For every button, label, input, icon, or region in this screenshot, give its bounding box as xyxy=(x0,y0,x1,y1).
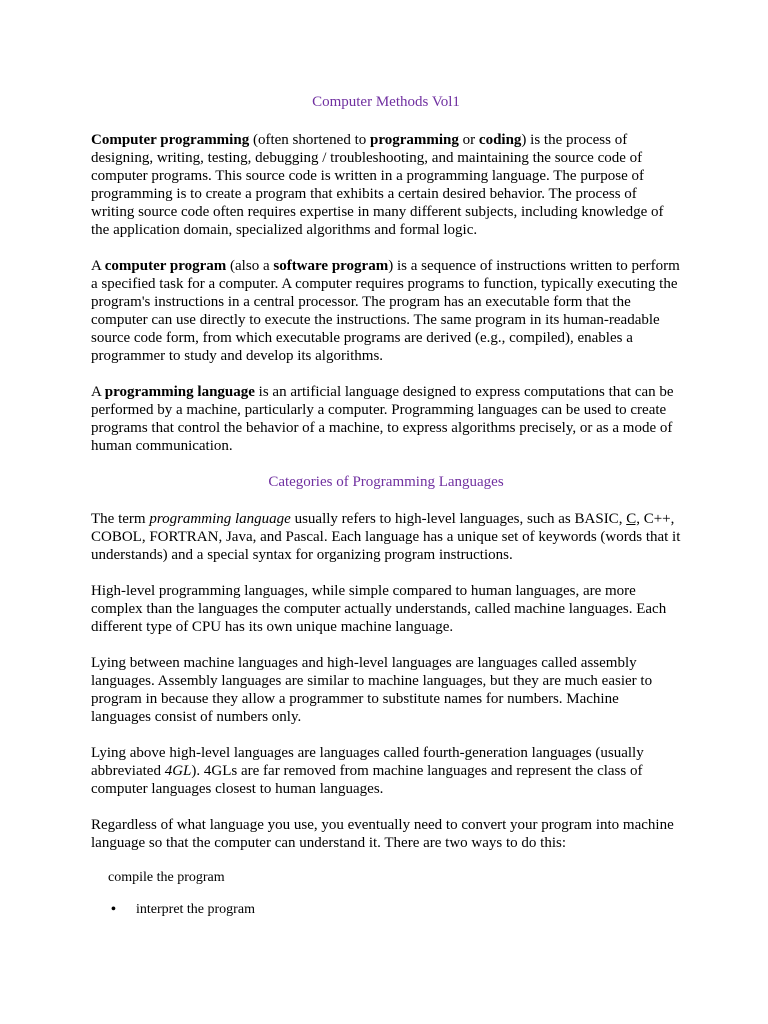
paragraph-assembly-languages: Lying between machine languages and high-level languages are languages called assembly languages. Assembly languages are similar to machine languages, but they are much easier to program in because they allow a programmer to substitute names for numbers. Machine languages consist of numbers only. xyxy=(91,655,653,725)
term-coding: coding xyxy=(478,132,522,148)
list-item-interpret xyxy=(111,902,681,918)
section-heading-categories: Categories of Programming Languages xyxy=(268,474,504,490)
term-programming: programming xyxy=(370,132,459,148)
paragraph-programming-language: A programming language is an artificial language designed to express computations that can be performed by a machine, particularly a computer. Programming languages can be used to create programs that control the behavior of a machine, to express algorithms precisely, or as a mode of human communication. xyxy=(91,384,674,454)
term-programming-language: programming language xyxy=(104,384,255,400)
paragraph-fourth-generation: Lying above high-level languages are languages called fourth-generation languages (usually abbreviated 4GL). 4GLs are far removed from machine languages and represent the class of computer languages closest to human languages. xyxy=(91,745,644,797)
paragraph-computer-program: A computer program (also a software program) is a sequence of instructions written to perform a specified task for a computer. A computer requires programs to function, typically executing the program's instructions in a central processor. The program has an executable form that the computer can use directly to execute the instructions. The same program in its human-readable source code form, from which executable programs are derived (e.g., compiled), enables a programmer to study and develop its algorithms. xyxy=(91,258,680,364)
list-item-interpret-label: interpret the program xyxy=(136,902,255,917)
document-title: Computer Methods Vol1 xyxy=(312,94,460,110)
paragraph-convert-program: Regardless of what language you use, you eventually need to convert your program into machine language so that the computer can understand it. There are two ways to do this: xyxy=(91,817,674,851)
term-programming-language-italic: programming language xyxy=(149,511,291,527)
term-computer-programming: Computer programming xyxy=(91,132,250,148)
paragraph-high-level-languages: High-level programming languages, while simple compared to human languages, are more complex than the languages the computer actually understands, called machine languages. Each different type of CPU has its own unique machine language. xyxy=(91,583,667,635)
link-c[interactable]: C, xyxy=(626,511,640,527)
term-4gl: 4GL xyxy=(164,763,192,779)
list-item-compile: compile the program xyxy=(108,870,225,885)
paragraph-high-level-term: The term programming language usually refers to high-level languages, such as BASIC, C, C++, COBOL, FORTRAN, Java, and Pascal. Each language has a unique set of keywords (words that it understands) and a special syntax for organizing program instructions. xyxy=(91,511,681,563)
document-body xyxy=(91,93,681,918)
term-computer-program: computer program xyxy=(104,258,227,274)
term-software-program: software program xyxy=(273,258,389,274)
bullet-icon: • xyxy=(111,902,116,917)
paragraph-computer-programming: Computer programming (often shortened to programming or coding) is the process of designing, writing, testing, debugging / troubleshooting, and maintaining the source code of computer programs. This source code is written in a programming language. The purpose of programming is to create a program that exhibits a certain desired behavior. The process of writing source code often requires expertise in many different subjects, including knowledge of the application domain, specialized algorithms and formal logic. xyxy=(91,132,664,238)
